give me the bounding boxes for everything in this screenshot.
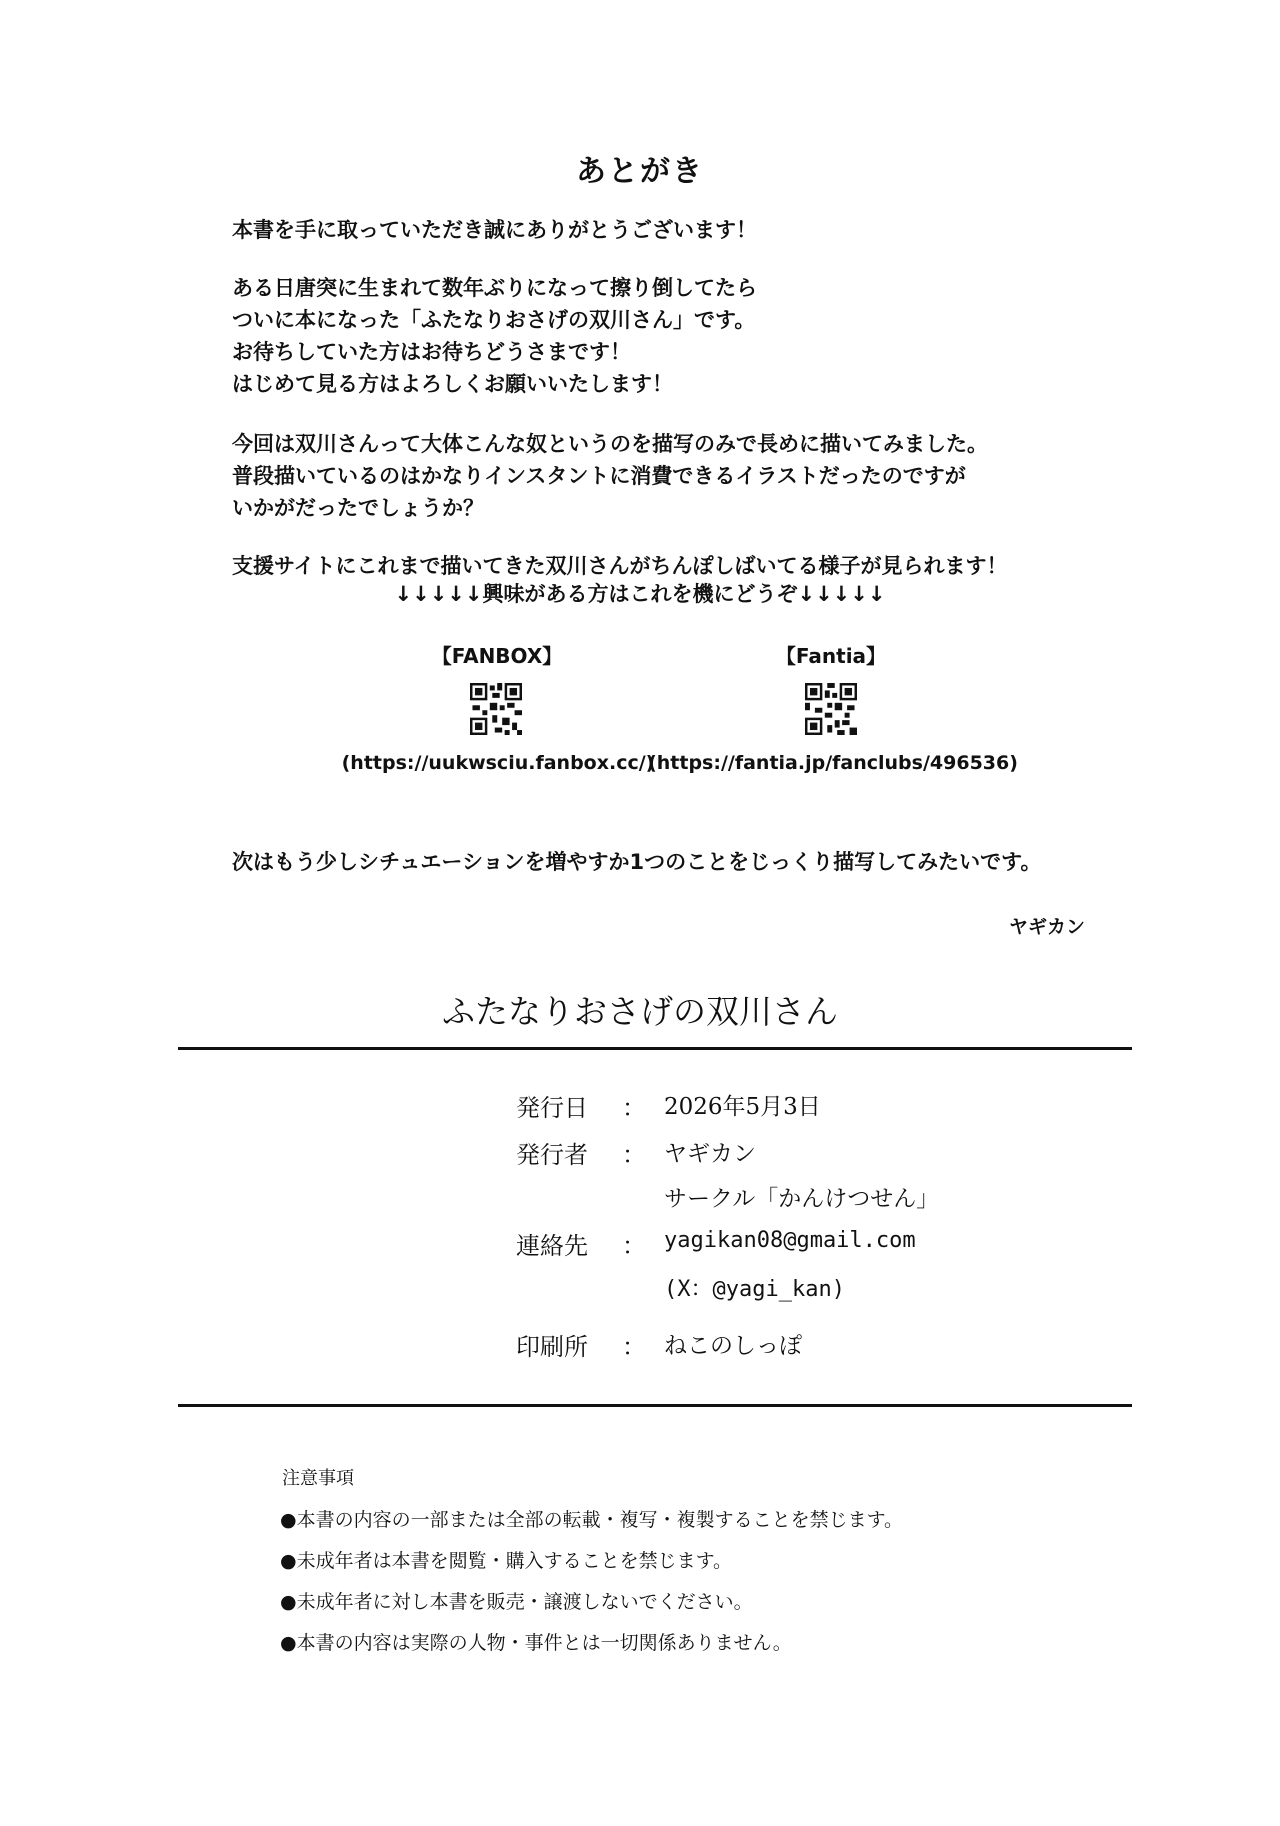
date-label: 発行日 <box>516 1094 588 1122</box>
publisher-value: ヤギカン <box>664 1141 756 1167</box>
fantia-qr-code-icon <box>805 683 857 735</box>
contact-email: yagikan08@gmail.com <box>664 1228 916 1253</box>
contact-label: 連絡先 <box>516 1232 588 1260</box>
note-item: ●未成年者は本書を閲覧・購入することを禁じます。 <box>280 1550 733 1572</box>
colophon-bottom-rule <box>178 1404 1132 1407</box>
circle-value: サークル「かんけつせん」 <box>664 1186 940 1212</box>
afterword-line: はじめて見る方はよろしくお願いいたします！ <box>232 372 673 396</box>
publisher-label: 発行者 <box>516 1141 588 1169</box>
contact-x-handle: (X：@yagi_kan) <box>664 1277 845 1302</box>
afterword-line: 普段描いているのはかなりインスタントに消費できるイラストだったのですが <box>232 464 966 488</box>
afterword-line: お待ちしていた方はお待ちどうさまです！ <box>232 340 631 364</box>
author-signature: ヤギカン <box>1008 916 1085 938</box>
afterword-line: ついに本になった「ふたなりおさげの双川さん」です。 <box>232 308 756 332</box>
afterword-line: ある日唐突に生まれて数年ぶりになって擦り倒してたら <box>232 276 757 300</box>
note-item: ●本書の内容の一部または全部の転載・複写・複製することを禁じます。 <box>280 1509 904 1531</box>
fanbox-label: 【FANBOX】 <box>431 644 563 668</box>
publisher-colon: ： <box>622 1141 646 1169</box>
afterword-arrows-line: ↓↓↓↓↓興味がある方はこれを機にどうぞ↓↓↓↓↓ <box>394 582 886 606</box>
note-item: ●未成年者に対し本書を販売・譲渡しないでください。 <box>280 1591 753 1613</box>
date-value: 2026年5月3日 <box>664 1094 821 1120</box>
afterword-line: いかがだったでしょうか？ <box>232 496 484 520</box>
fantia-url: (https://fantia.jp/fanclubs/496536) <box>648 752 1018 774</box>
notes-heading: 注意事項 <box>282 1468 354 1489</box>
colophon-top-rule <box>178 1047 1132 1050</box>
book-title: ふたなりおさげの双川さん <box>442 992 838 1031</box>
afterword-line: 本書を手に取っていただき誠にありがとうございます！ <box>232 218 757 242</box>
afterword-line: 支援サイトにこれまで描いてきた双川さんがちんぽしばいてる様子が見られます！ <box>232 554 1008 578</box>
fantia-label: 【Fantia】 <box>775 644 887 668</box>
afterword-line: 今回は双川さんって大体こんな奴というのを描写のみで長めに描いてみました。 <box>232 432 988 456</box>
afterword-title: あとがき <box>576 154 704 189</box>
fanbox-qr-code-icon <box>470 683 522 735</box>
note-item: ●本書の内容は実際の人物・事件とは一切関係ありません。 <box>280 1632 792 1654</box>
date-colon: ： <box>622 1094 646 1122</box>
printer-colon: ： <box>622 1333 646 1361</box>
contact-colon: ： <box>622 1232 646 1260</box>
fanbox-url: (https://uukwsciu.fanbox.cc/) <box>341 752 655 774</box>
printer-label: 印刷所 <box>516 1333 588 1361</box>
printer-value: ねこのしっぽ <box>664 1333 802 1359</box>
afterword-line: 次はもう少しシチュエーションを増やすか1つのことをじっくり描写してみたいです。 <box>232 850 1042 874</box>
